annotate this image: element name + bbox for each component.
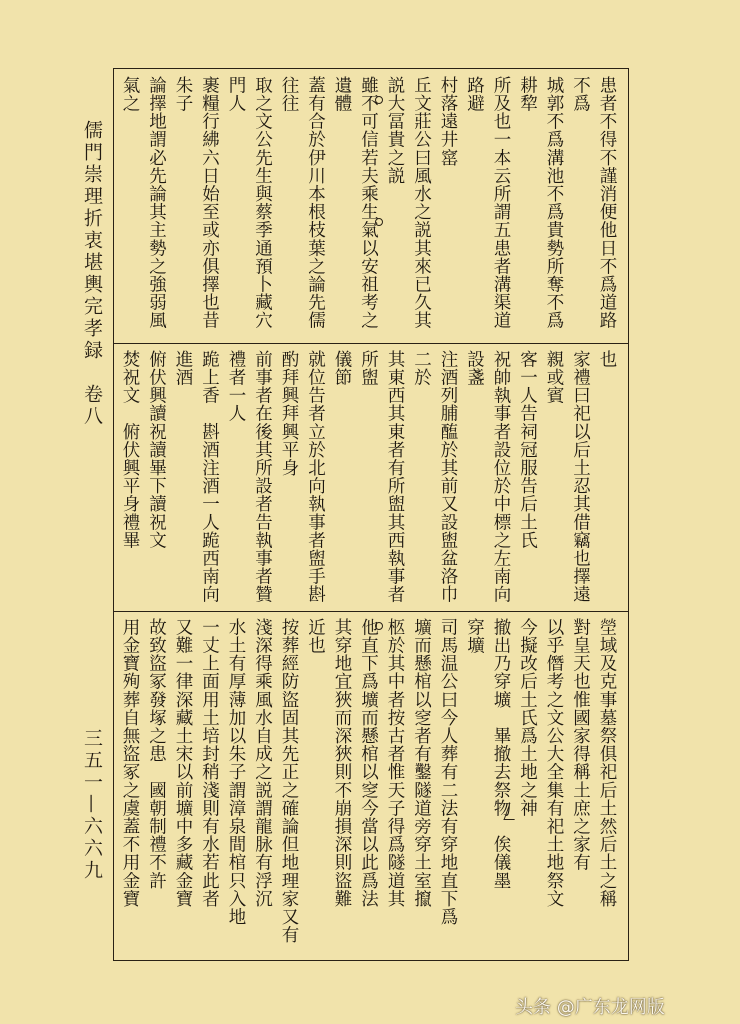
text-column: 用金寶殉葬自無盜冢之虞蓋不用金寶 xyxy=(120,618,140,908)
section-circle-mark xyxy=(375,622,383,630)
text-column: 今擬改后土氏爲土地之神 xyxy=(517,618,538,818)
section-circle-mark xyxy=(375,218,383,226)
bottom-panel xyxy=(120,618,620,953)
text-column: 其東西其東者有所盥其西執事者所盥 xyxy=(358,350,405,604)
text-column: 以乎僭考之文公大全集有祀土地祭文 xyxy=(544,618,564,908)
text-column: 焚祝文 俯伏興平身禮畢 xyxy=(120,350,140,550)
text-column: 取之文公先生與蔡季通預卜藏穴門人 xyxy=(226,76,273,330)
text-column: 撤出乃穿壙 畢撤去祭物 俟儀墨 xyxy=(491,618,511,890)
text-column: 前事者在後其所設者告執事者贊禮者一人 xyxy=(226,350,273,604)
text-column: 儀節 xyxy=(332,350,352,387)
section-circle-mark xyxy=(375,96,383,104)
text-column: 俯伏興讀祝讀畢下讀祝文 xyxy=(146,350,167,550)
text-column: 城郭不爲溝池不爲貴勢所奪不爲耕犂 xyxy=(517,76,564,330)
text-column: 患者不得不謹消便他日不爲道路不爲 xyxy=(570,76,617,330)
text-column: 塋域及克事墓祭俱祀后土然后土之稱 xyxy=(597,618,617,908)
panel-heading: 也 xyxy=(597,350,617,369)
text-column: 故致盜冢發塚之患 國朝制禮不許 xyxy=(146,618,167,890)
text-column: 就位告者立於北向執事者盥手斟酌拜興拜興平身 xyxy=(279,350,326,604)
text-column: 穿壙 xyxy=(464,618,485,655)
text-column: 跪上香 斟酒注酒一人跪西南向進酒 xyxy=(173,350,220,604)
text-column: 蓋有合於伊川本根枝葉之論先儒往往 xyxy=(279,76,326,330)
text-column: 他直下爲壙而懸棺以窆今當以此爲法 xyxy=(358,618,379,908)
text-column: 丘文莊公曰風水之説其來已久其説大冨貴之説 xyxy=(385,76,432,330)
top-panel-columns xyxy=(120,76,620,338)
watermark-text: 头条 @广东龙网版 xyxy=(515,997,665,1018)
text-column: 所及也一本云所謂五患者溝渠道路避 xyxy=(464,76,511,330)
text-column: 按葬經防盜固其先正之確論但地理家又有 xyxy=(279,618,299,944)
text-column: 祝帥執事者設位於中標之左南向設盞 xyxy=(464,350,511,604)
text-column: 裹糧行紼六日始至或亦俱擇也昔朱子 xyxy=(173,76,220,330)
panel-divider-upper xyxy=(113,343,629,344)
text-column: 雖不可信若夫乘生氣以安祖考之遺體 xyxy=(332,76,379,330)
text-column: 家禮曰祀以后土忍其借竊也擇遠親或賓 xyxy=(544,350,591,604)
bottom-panel-columns xyxy=(120,618,620,953)
text-column: 對皇天也惟國家得稱土庶之家有 xyxy=(570,618,591,872)
middle-panel-columns xyxy=(120,350,620,606)
top-panel xyxy=(120,76,620,338)
text-column: 柩於其中者按古者惟天子得爲隧道其 xyxy=(385,618,405,908)
text-column: 一丈上面用土培封稍淺則有水若此者 xyxy=(199,618,220,908)
panel-divider-lower xyxy=(113,611,629,612)
middle-panel xyxy=(120,350,620,606)
text-column: 淺深得乘風水自成之説謂龍脉有浮沉 xyxy=(252,618,273,908)
text-column: 水土有厚薄加以朱子謂漳泉間棺只入地 xyxy=(226,618,246,926)
text-column: 注酒列脯醢於其前又設盥盆洛巾二於 xyxy=(411,350,458,604)
text-column: 近也 xyxy=(305,618,326,655)
text-column: 其穿地宜狹而深狹則不崩損深則盜難 xyxy=(332,618,352,908)
text-column: 司馬温公曰今人葬有二法有穿地直下爲 xyxy=(438,618,458,926)
book-side-title: 儒門崇理折衷堪輿完孝録 卷八 xyxy=(81,120,103,428)
text-column: 村落遠井窰 xyxy=(438,76,458,167)
page-number: 三五一—六六九 xyxy=(81,728,103,882)
text-column: 壙而懸棺以窆者有鑿隧道旁穿土室攛 xyxy=(411,618,432,908)
text-column: 論擇地謂必先論其主勢之強弱風氣之 xyxy=(120,76,167,330)
text-column: 又難一律深藏土宋以前壙中多藏金寶 xyxy=(173,618,193,908)
text-column: 客一人告祠冠服告后土氏 xyxy=(517,350,538,550)
